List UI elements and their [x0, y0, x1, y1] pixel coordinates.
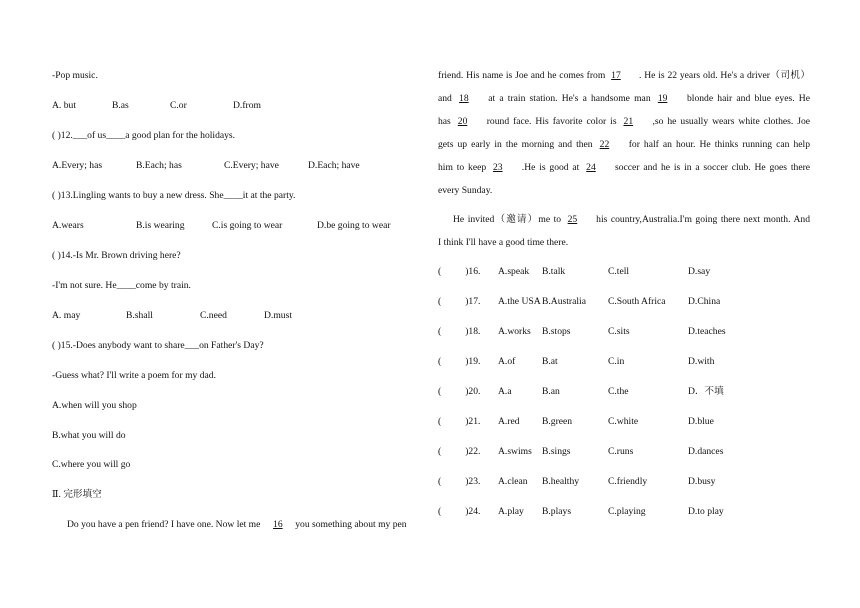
q12-option-b: B.Each; has: [136, 160, 182, 171]
passage-text: He invited（邀请）me to: [453, 214, 562, 225]
q11-option-a: A. but: [52, 100, 76, 111]
blank-20: 20: [457, 116, 468, 127]
q14-stem: ( )14.-Is Mr. Brown driving here?: [52, 250, 181, 261]
option-b: B.sings: [542, 446, 571, 457]
option-c: C.the: [608, 386, 629, 397]
q13-option-b: B.is wearing: [136, 220, 185, 231]
q14-option-c: C.need: [200, 310, 227, 321]
q13-option-c: C.is going to wear: [212, 220, 283, 231]
passage-text: ,so he usually wears white clothes. Joe: [652, 116, 811, 127]
question-row: [438, 446, 810, 458]
option-d: D.with: [688, 356, 715, 367]
passage-text: gets up early in the morning and then: [438, 139, 593, 150]
q15-reply: -Guess what? I'll write a poem for my dad.: [52, 370, 216, 381]
option-c: C.runs: [608, 446, 634, 457]
question-number: ( )16.: [438, 266, 481, 277]
passage-text: .He is good at: [521, 162, 580, 173]
question-row: [438, 416, 810, 428]
passage-text: Do you have a pen friend? I have one. Now let me: [67, 519, 261, 530]
option-d: D.China: [688, 296, 721, 307]
option-d: D.teaches: [688, 326, 726, 337]
passage-line: [438, 70, 810, 82]
passage-text: his country,Australia.I'm going there next month. And: [596, 214, 810, 225]
passage-text: you something about my pen: [295, 519, 407, 530]
passage-line: [438, 116, 810, 128]
option-c: C.playing: [608, 506, 646, 517]
passage-text: and: [438, 93, 452, 104]
question-row: [438, 326, 810, 338]
option-d: D.busy: [688, 476, 716, 487]
q11-option-d: D.from: [233, 100, 261, 111]
option-a: A.speak: [498, 266, 530, 277]
blank-21: 21: [623, 116, 634, 127]
option-a: A.red: [498, 416, 520, 427]
q12-option-a: A.Every; has: [52, 160, 103, 171]
option-c: C.in: [608, 356, 625, 367]
question-row: [438, 386, 810, 398]
option-b: B.healthy: [542, 476, 580, 487]
section-heading: Ⅱ. 完形填空: [52, 489, 102, 500]
blank-18: 18: [459, 93, 469, 104]
option-b: B.green: [542, 416, 573, 427]
blank-24: 24: [586, 162, 596, 173]
option-a: A.swims: [498, 446, 532, 457]
blank-25: 25: [567, 214, 578, 225]
blank-23: 23: [492, 162, 503, 173]
option-c: C.South Africa: [608, 296, 666, 307]
q15-stem: ( )15.-Does anybody want to share___on Father's Day?: [52, 340, 264, 351]
q11-option-b: B.as: [112, 100, 129, 111]
passage-text: I think I'll have a good time there.: [438, 237, 569, 248]
question-number: ( )18.: [438, 326, 481, 337]
question-row: [438, 476, 810, 488]
question-row: [438, 266, 810, 278]
passage-text: at a train station. He's a handsome man: [488, 93, 651, 104]
option-a: A.a: [498, 386, 512, 397]
q14-option-b: B.shall: [126, 310, 153, 321]
question-number: ( )19.: [438, 356, 481, 367]
passage-text: round face. His favorite color is: [486, 116, 617, 127]
q14-option-a: A. may: [52, 310, 81, 321]
passage-first-line: [67, 519, 407, 531]
option-d: D.to play: [688, 506, 724, 517]
blank-16: 16: [273, 519, 283, 530]
q15-option-c: C.where you will go: [52, 459, 131, 470]
q12-option-d: D.Each; have: [308, 160, 360, 171]
option-a: A.of: [498, 356, 516, 367]
blank-22: 22: [599, 139, 610, 150]
passage-line: [438, 93, 810, 105]
question-number: ( )23.: [438, 476, 481, 487]
passage-text: him to keep: [438, 162, 487, 173]
blank-19: 19: [657, 93, 668, 104]
option-b: B.at: [542, 356, 558, 367]
q14-option-d: D.must: [264, 310, 292, 321]
passage-line: [438, 139, 810, 151]
q11-answer-text: -Pop music.: [52, 70, 98, 81]
passage-text: every Sunday.: [438, 185, 493, 196]
passage-line: [438, 185, 810, 197]
option-b: B.an: [542, 386, 560, 397]
q11-option-c: C.or: [170, 100, 187, 111]
question-row: [438, 356, 810, 368]
option-c: C.tell: [608, 266, 630, 277]
option-b: B.Australia: [542, 296, 586, 307]
option-b: B.talk: [542, 266, 566, 277]
option-d: D．不填: [688, 386, 724, 397]
option-d: D.say: [688, 266, 711, 277]
q15-option-b: B.what you will do: [52, 430, 126, 441]
question-number: ( )24.: [438, 506, 481, 517]
passage-text: . He is 22 years old. He's a driver（司机）: [638, 70, 811, 81]
option-d: D.dances: [688, 446, 724, 457]
question-number: ( )20.: [438, 386, 481, 397]
passage-text: for half an hour. He thinks running can help: [628, 139, 810, 150]
option-c: C.friendly: [608, 476, 648, 487]
option-a: A.works: [498, 326, 531, 337]
question-number: ( )17.: [438, 296, 481, 307]
passage-text: has: [438, 116, 451, 127]
passage-line: [453, 214, 810, 226]
question-row: [438, 296, 810, 308]
q15-option-a: A.when will you shop: [52, 400, 137, 411]
passage-text: soccer and he is in a soccer club. He goes there: [615, 162, 811, 173]
option-b: B.stops: [542, 326, 571, 337]
passage-line: [438, 237, 810, 249]
question-row: [438, 506, 810, 518]
option-b: B.plays: [542, 506, 572, 517]
option-c: C.white: [608, 416, 639, 427]
option-a: A.clean: [498, 476, 528, 487]
q14-reply: -I'm not sure. He____come by train.: [52, 280, 191, 291]
passage-text: blonde hair and blue eyes. He: [687, 93, 810, 104]
q12-option-c: C.Every; have: [224, 160, 279, 171]
q13-stem: ( )13.Lingling wants to buy a new dress. She____it at the party.: [52, 190, 296, 201]
q13-option-a: A.wears: [52, 220, 84, 231]
option-d: D.blue: [688, 416, 714, 427]
q13-option-d: D.be going to wear: [317, 220, 391, 231]
option-a: A.play: [498, 506, 524, 517]
passage-line: [438, 162, 810, 174]
option-c: C.sits: [608, 326, 630, 337]
blank-17: 17: [611, 70, 621, 81]
question-number: ( )22.: [438, 446, 481, 457]
question-number: ( )21.: [438, 416, 481, 427]
passage-text: friend. His name is Joe and he comes from: [438, 70, 606, 81]
option-a: A.the USA: [498, 296, 541, 307]
q12-stem: ( )12.___of us____a good plan for the holidays.: [52, 130, 236, 141]
